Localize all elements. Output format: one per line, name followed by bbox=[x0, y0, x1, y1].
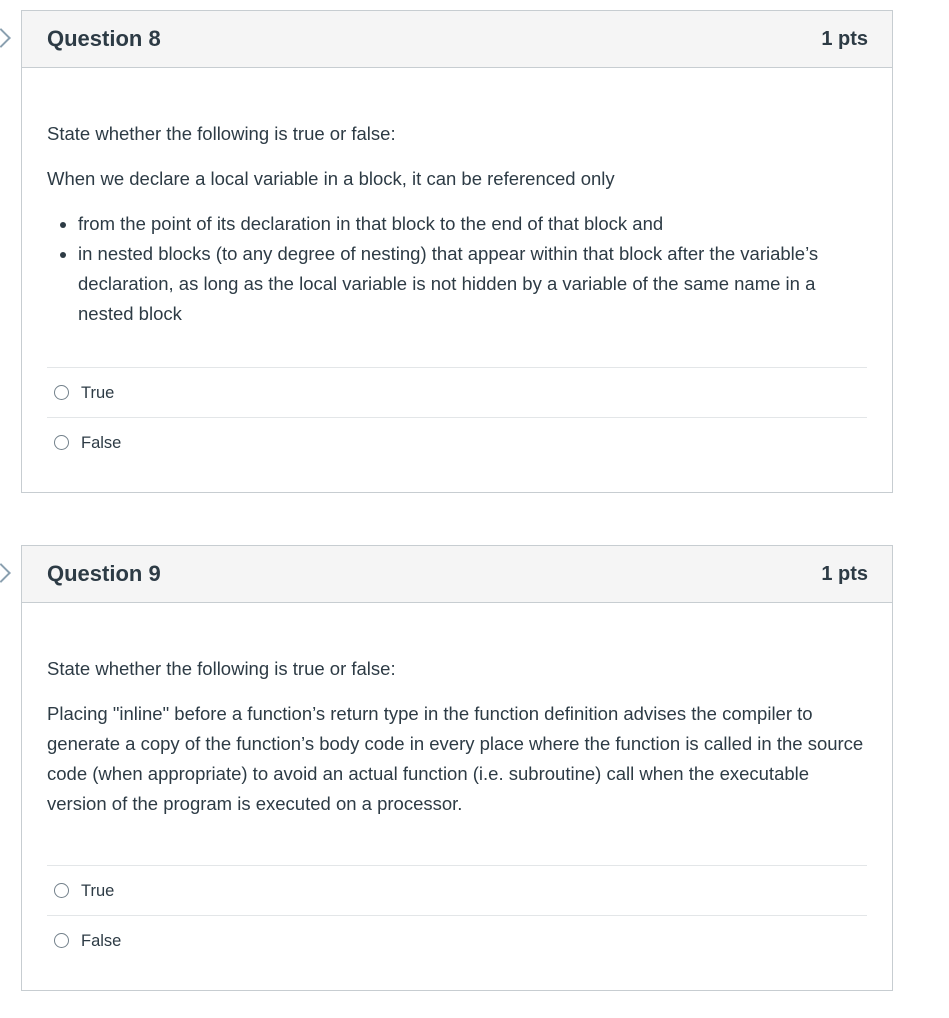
option-true[interactable] bbox=[47, 368, 867, 418]
question-header bbox=[22, 546, 892, 603]
question-points: 1 pts bbox=[821, 562, 868, 585]
question-statement: When we declare a local variable in a block, it can be referenced only bbox=[47, 168, 615, 189]
radio-button[interactable] bbox=[54, 883, 69, 898]
option-true[interactable] bbox=[47, 866, 867, 916]
question-prompt: State whether the following is true or false: bbox=[47, 123, 396, 144]
chevron-right-icon bbox=[0, 563, 11, 583]
question-8 bbox=[21, 10, 893, 493]
question-prompt: State whether the following is true or false: bbox=[47, 658, 396, 679]
question-header bbox=[22, 11, 892, 68]
chevron-right-icon bbox=[0, 28, 11, 48]
answer-options bbox=[47, 865, 867, 965]
question-title: Question 9 bbox=[47, 561, 161, 586]
radio-button[interactable] bbox=[54, 385, 69, 400]
question-body bbox=[22, 68, 892, 492]
question-statement: Placing "inline" before a function’s return type in the function definition advises the compiler to generate a copy of the function’s body code in every place where the function is called in the source code (when appropriate) to avoid an actual function (i.e. subroutine) call when the executable version of the program is executed on a processor. bbox=[47, 703, 864, 814]
option-false[interactable] bbox=[47, 418, 867, 467]
option-false[interactable] bbox=[47, 916, 867, 965]
bullet-item: • from the point of its declaration in that block to the end of that block and bbox=[78, 209, 867, 239]
radio-button[interactable] bbox=[54, 933, 69, 948]
bullet-item: • in nested blocks (to any degree of nesting) that appear within that block after the variable’s declaration, as long as the local variable is not hidden by a variable of the same name in a nested block bbox=[78, 239, 867, 329]
question-9 bbox=[21, 545, 893, 991]
statement-bullets bbox=[47, 209, 867, 329]
option-label: True bbox=[81, 881, 115, 900]
option-label: False bbox=[81, 433, 122, 452]
question-title: Question 8 bbox=[47, 26, 161, 51]
question-points: 1 pts bbox=[821, 27, 868, 50]
radio-button[interactable] bbox=[54, 435, 69, 450]
question-body bbox=[22, 603, 892, 990]
option-label: True bbox=[81, 383, 115, 402]
option-label: False bbox=[81, 931, 122, 950]
answer-options bbox=[47, 367, 867, 467]
